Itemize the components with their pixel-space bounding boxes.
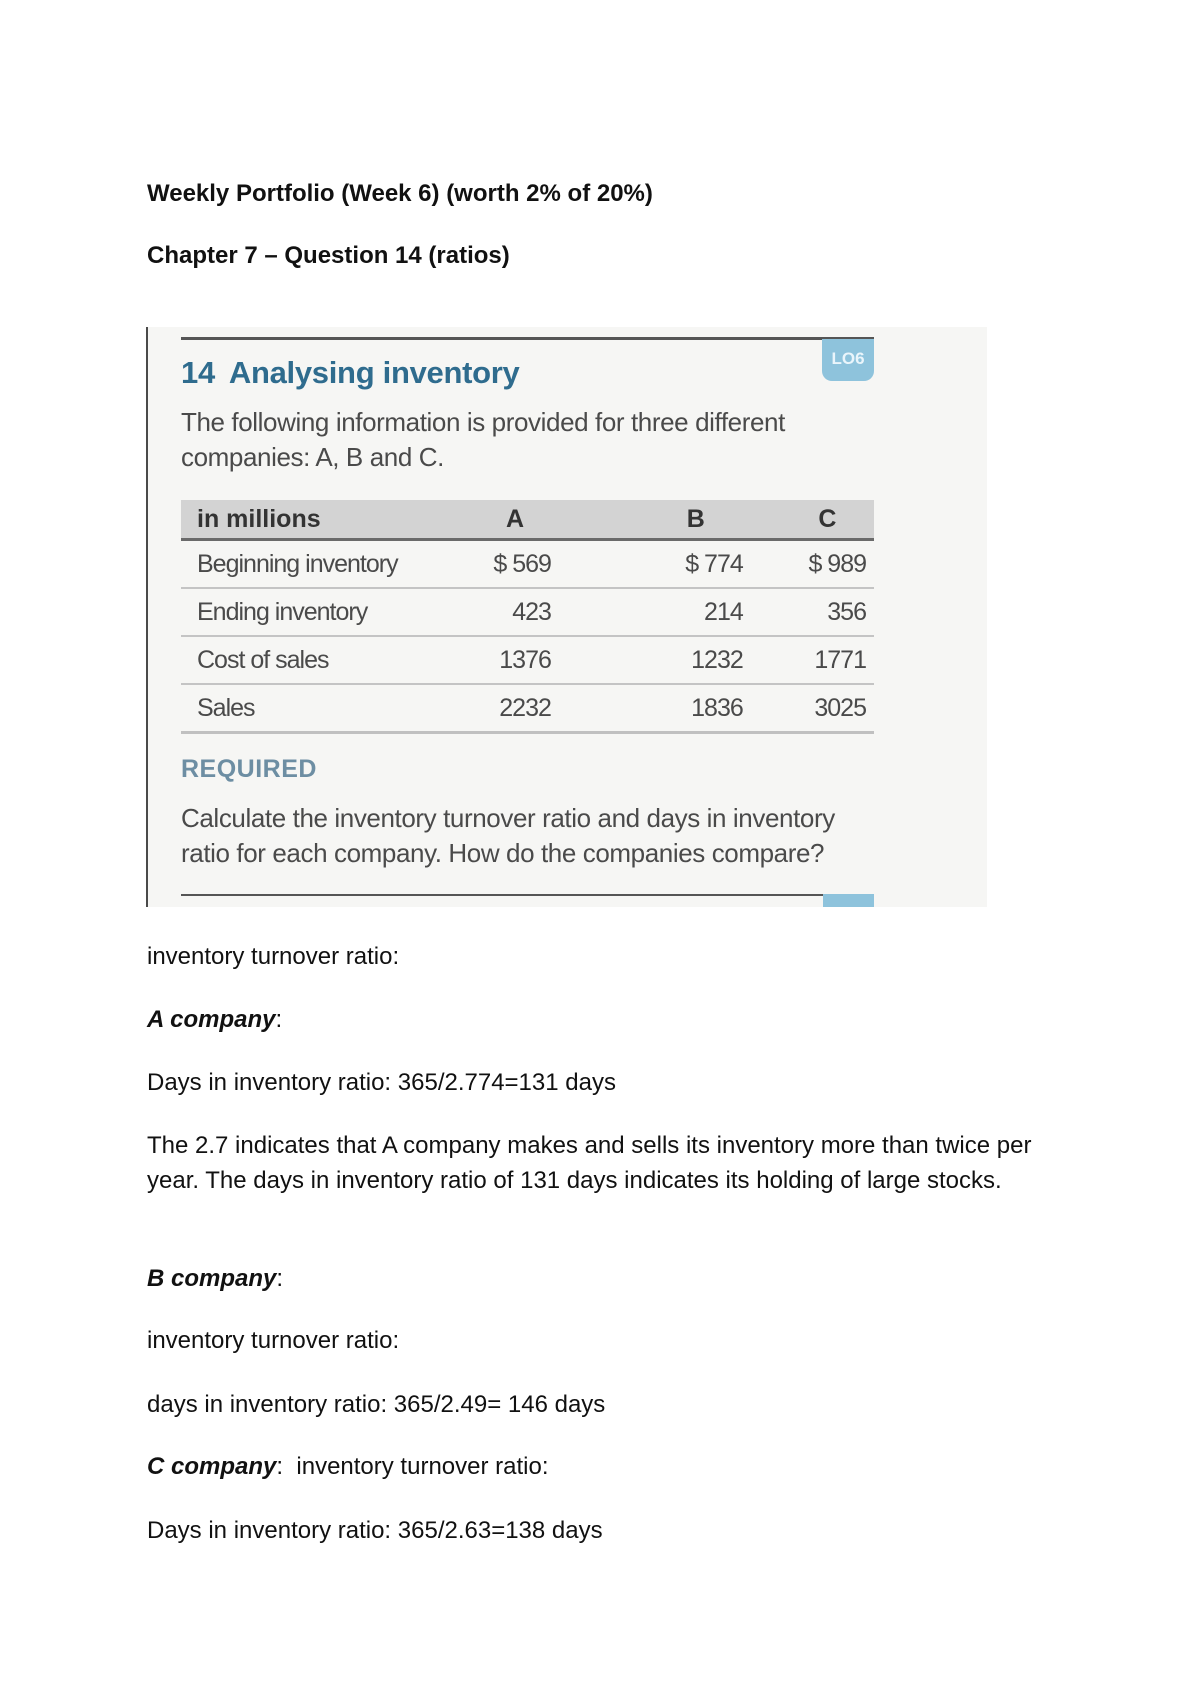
table-cell: Ending inventory: [181, 588, 419, 636]
question-title: Analysing inventory: [228, 355, 520, 390]
table-header-cell: C: [781, 500, 874, 540]
required-text: Calculate the inventory turnover ratio and days in inventory ratio for each company. How do the companies compare?: [181, 803, 835, 868]
b-company-label: B company: [147, 1265, 277, 1292]
b-company-heading: [147, 1261, 283, 1296]
table-cell: 356: [781, 588, 874, 636]
table-cell: 214: [611, 588, 781, 636]
a-company-label: A company: [147, 1006, 276, 1033]
table-cell: 2232: [419, 684, 611, 733]
table-cell: $ 989: [781, 540, 874, 589]
table-header-cell: in millions: [181, 500, 419, 540]
table-cell: 3025: [781, 684, 874, 733]
inventory-table: [181, 500, 874, 734]
table-header-cell: A: [419, 500, 611, 540]
b-turnover-line: inventory turnover ratio:: [147, 1327, 400, 1354]
table-row: [181, 588, 874, 636]
textbook-excerpt: [146, 327, 987, 907]
a-days-line: Days in inventory ratio: 365/2.774=131 days: [147, 1069, 616, 1096]
table-row: [181, 636, 874, 684]
table-header-row: [181, 500, 874, 540]
turnover-line-a: inventory turnover ratio:: [147, 943, 400, 970]
table-header-cell: B: [611, 500, 781, 540]
excerpt-top-rule: [181, 337, 874, 340]
table-cell: 1376: [419, 636, 611, 684]
a-company-colon: :: [275, 1006, 283, 1033]
c-company-label: C company: [147, 1453, 277, 1480]
table-row: [181, 684, 874, 733]
question-intro: The following information is provided for three different companies: A, B and C.: [181, 407, 785, 472]
c-turnover-text: inventory turnover ratio:: [283, 1453, 549, 1480]
table-cell: Cost of sales: [181, 636, 419, 684]
a-comment: The 2.7 indicates that A company makes and sells its inventory more than twice per year. The days in inventory ratio of 131 days indicates its holding of large stocks.: [147, 1132, 1032, 1194]
c-days-line: Days in inventory ratio: 365/2.63=138 days: [147, 1517, 603, 1544]
table-cell: 1232: [611, 636, 781, 684]
question-heading: [181, 355, 519, 391]
table-cell: 1771: [781, 636, 874, 684]
table-cell: $ 774: [611, 540, 781, 589]
required-heading: REQUIRED: [181, 755, 317, 783]
c-company-colon: :: [276, 1453, 284, 1480]
excerpt-bottom-rule: [181, 894, 874, 896]
table-row: [181, 540, 874, 589]
table-cell: $ 569: [419, 540, 611, 589]
chapter-heading: Chapter 7 – Question 14 (ratios): [147, 242, 510, 269]
excerpt-bottom-tab: [823, 894, 874, 907]
b-company-colon: :: [276, 1265, 284, 1292]
b-days-line: days in inventory ratio: 365/2.49= 146 days: [147, 1391, 606, 1418]
table-cell: Sales: [181, 684, 419, 733]
document-title: Weekly Portfolio (Week 6) (worth 2% of 20%): [147, 180, 653, 207]
a-company-heading: [147, 1002, 282, 1037]
learning-objective-badge: LO6: [822, 339, 874, 381]
table-cell: 1836: [611, 684, 781, 733]
c-company-line: [147, 1449, 549, 1484]
table-cell: 423: [419, 588, 611, 636]
table-cell: Beginning inventory: [181, 540, 419, 589]
question-number: 14: [181, 355, 215, 390]
